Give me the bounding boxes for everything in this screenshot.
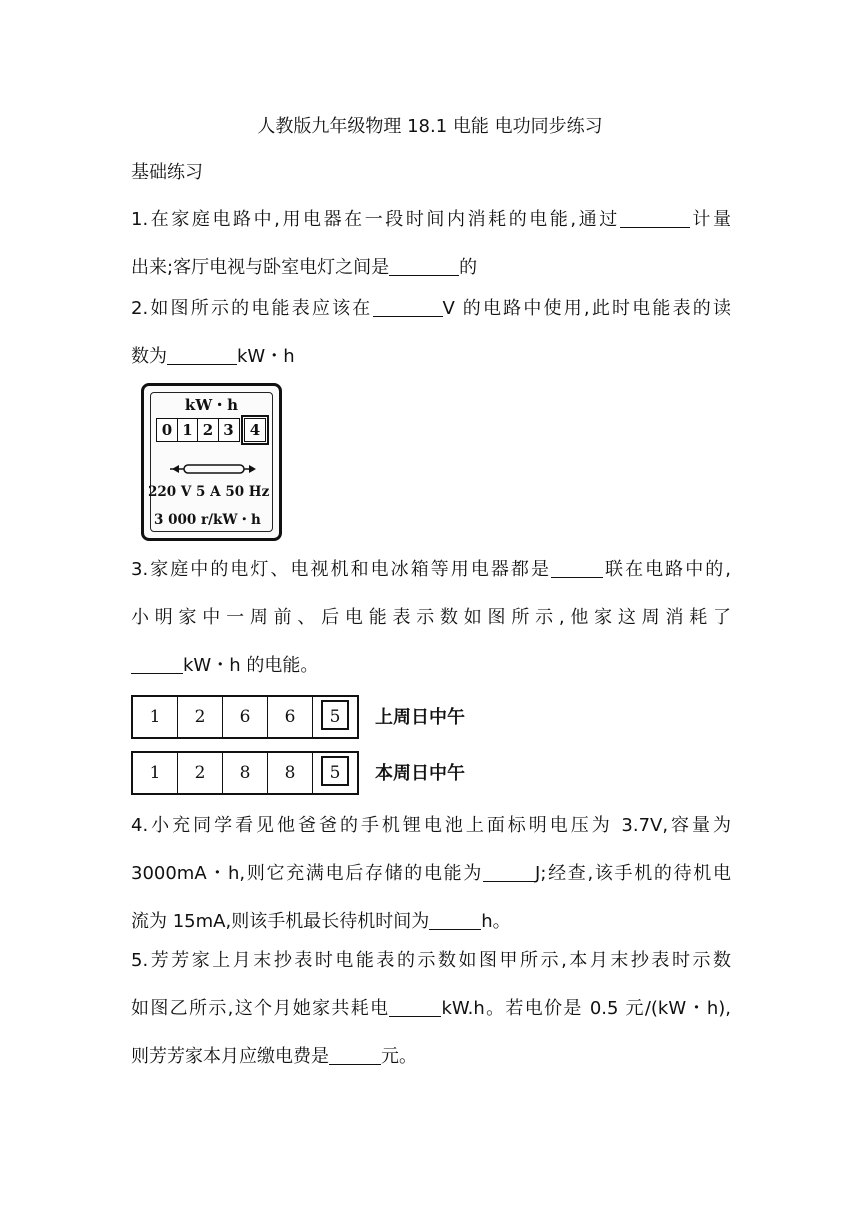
meter-digit-row xyxy=(156,418,265,442)
reading-digit: 2 xyxy=(178,753,223,793)
answer-blank[interactable] xyxy=(620,207,690,228)
reading-digit: 1 xyxy=(133,697,178,737)
question-3-line-2: 小明家中一周前、后电能表示数如图所示,他家这周消耗了 xyxy=(131,607,731,628)
question-4 xyxy=(131,802,731,946)
reading-label: 上周日中午 xyxy=(375,707,465,728)
meter-rating-spec: 220 V 5 A 50 Hz xyxy=(148,484,270,500)
reading-digit: 8 xyxy=(223,753,268,793)
meter-revolution-spec: 3 000 r/kW・h xyxy=(154,512,261,528)
question-2-line-1: 2.如图所示的电能表应该在 V 的电路中使用,此时电能表的读 xyxy=(131,298,731,319)
question-1-line-1: 1.在家庭电路中,用电器在一段时间内消耗的电能,通过 计量 xyxy=(131,209,731,230)
page-title: 人教版九年级物理 18.1 电能 电功同步练习 xyxy=(257,116,603,137)
reading-digit-row xyxy=(131,751,359,795)
question-3 xyxy=(131,546,731,690)
meter-digit: 1 xyxy=(177,418,199,442)
answer-blank[interactable] xyxy=(429,909,481,930)
question-3-line-1: 3.家庭中的电灯、电视机和电冰箱等用电器都是 联在电路中的, xyxy=(131,559,731,580)
reading-digit: 6 xyxy=(223,697,268,737)
question-4-line-3: 流为 15mA,则该手机最长待机时间为 h。 xyxy=(131,911,511,932)
answer-blank[interactable] xyxy=(167,344,237,365)
meter-decimal-digit: 4 xyxy=(244,418,266,442)
section-heading: 基础练习 xyxy=(131,162,203,183)
question-3-line-3: kW・h 的电能。 xyxy=(131,642,731,690)
reading-digit: 2 xyxy=(178,697,223,737)
meter-digit: 2 xyxy=(197,418,219,442)
reading-digit: 6 xyxy=(268,697,313,737)
question-1-line-2: 出来;客厅电视与卧室电灯之间是 的 xyxy=(131,257,478,278)
reading-decimal-digit: 5 xyxy=(313,753,357,793)
answer-blank[interactable] xyxy=(131,653,183,674)
question-5-line-2: 如图乙所示,这个月她家共耗电 kW.h。若电价是 0.5 元/(kW・h), xyxy=(131,998,731,1019)
meter-digit: 3 xyxy=(218,418,240,442)
reading-digit: 1 xyxy=(133,753,178,793)
answer-blank[interactable] xyxy=(551,557,603,578)
question-4-line-1: 4.小充同学看见他爸爸的手机锂电池上面标明电压为 3.7V,容量为 xyxy=(131,815,731,836)
answer-blank[interactable] xyxy=(483,861,535,882)
meter-rotor-icon xyxy=(170,462,256,476)
question-4-line-2: 3000mA・h,则它充满电后存储的电能为 J;经查,该手机的待机电 xyxy=(131,863,731,884)
reading-label: 本周日中午 xyxy=(375,763,465,784)
reading-decimal-digit: 5 xyxy=(313,697,357,737)
electric-meter-figure xyxy=(141,383,282,541)
question-5 xyxy=(131,937,731,1081)
answer-blank[interactable] xyxy=(373,296,443,317)
reading-digit: 8 xyxy=(268,753,313,793)
answer-blank[interactable] xyxy=(389,996,441,1017)
question-5-line-3: 则芳芳家本月应缴电费是 元。 xyxy=(131,1046,417,1067)
question-5-line-1: 5.芳芳家上月末抄表时电能表的示数如图甲所示,本月末抄表时示数 xyxy=(131,950,731,971)
meter-unit-label: kW・h xyxy=(184,396,239,414)
answer-blank[interactable] xyxy=(329,1044,381,1065)
question-2 xyxy=(131,285,731,381)
meter-digit: 0 xyxy=(156,418,178,442)
question-1 xyxy=(131,196,731,292)
question-2-line-2: 数为 kW・h xyxy=(131,346,295,367)
answer-blank[interactable] xyxy=(389,255,459,276)
reading-digit-row xyxy=(131,695,359,739)
